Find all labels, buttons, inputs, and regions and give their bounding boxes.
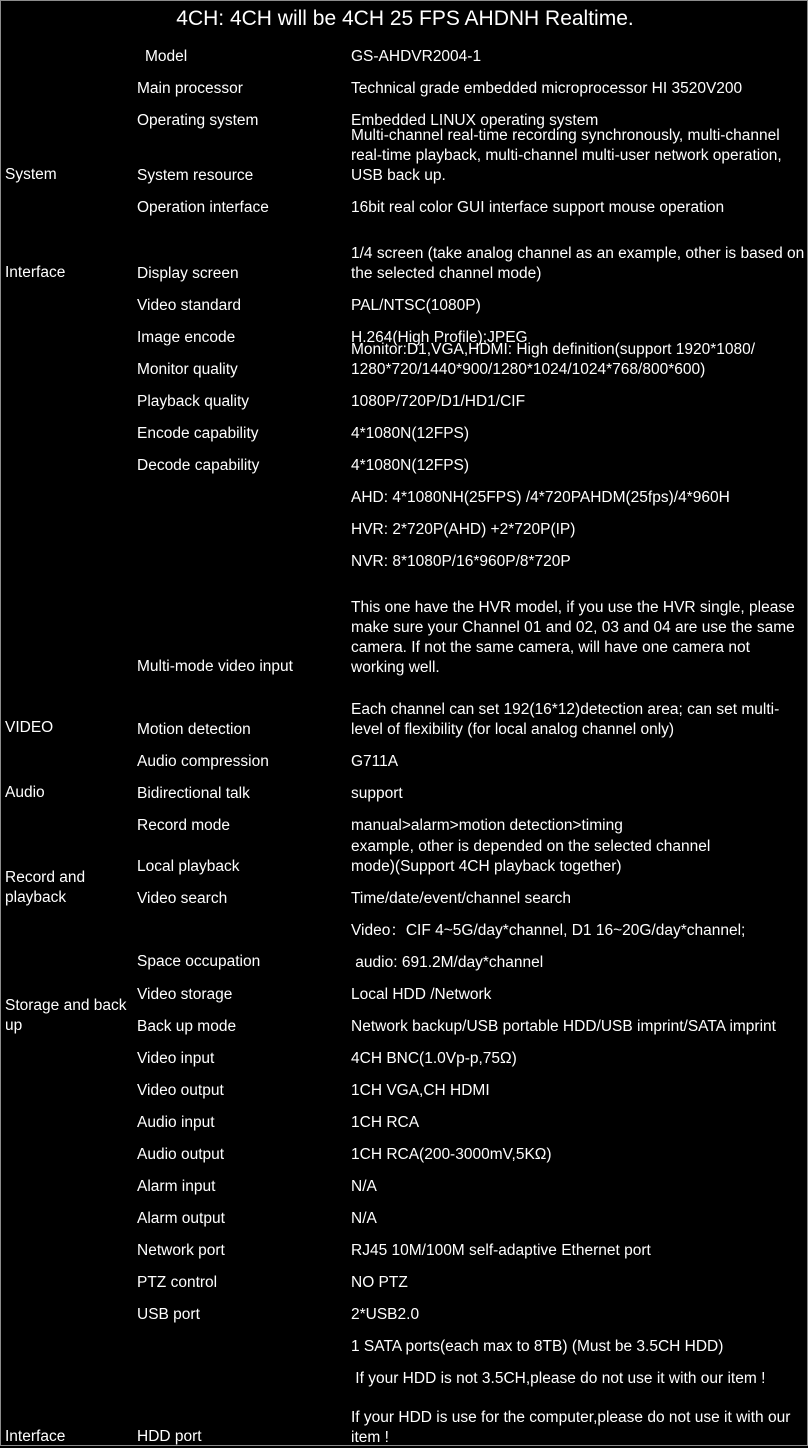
value-multi-mode-ahd: AHD: 4*1080NH(25FPS) /4*720PAHDM(25fps)/4*960H <box>351 489 730 506</box>
label-motion-detection: Motion detection <box>137 721 251 738</box>
label-operation-interface: Operation interface <box>137 199 269 216</box>
value-record-mode: manual>alarm>motion detection>timing <box>351 817 623 834</box>
value-alarm-output: N/A <box>351 1210 377 1227</box>
value-video-output: 1CH VGA,CH HDMI <box>351 1082 490 1099</box>
label-video-output: Video output <box>137 1082 224 1099</box>
value-hdd-port-line2: If your HDD is not 3.5CH,please do not use it with our item ! <box>351 1370 766 1387</box>
value-display-screen: 1/4 screen (take analog channel as an example, other is based on the selected channel mode) <box>351 245 805 282</box>
value-space-occupation-audio: audio: 691.2M/day*channel <box>351 954 544 971</box>
category-audio: Audio <box>5 784 45 801</box>
value-space-occupation-video: Video：CIF 4~5G/day*channel, D1 16~20G/day*channel; <box>351 922 746 939</box>
value-video-search: Time/date/event/channel search <box>351 890 571 907</box>
page-title: 4CH: 4CH will be 4CH 25 FPS AHDNH Realtime. <box>176 7 634 30</box>
value-decode-capability: 4*1080N(12FPS) <box>351 457 470 474</box>
label-ptz-control: PTZ control <box>137 1274 218 1291</box>
label-usb-port: USB port <box>137 1306 200 1323</box>
label-video-input: Video input <box>137 1050 215 1067</box>
label-alarm-input: Alarm input <box>137 1178 216 1195</box>
label-system-resource: System resource <box>137 167 254 184</box>
label-multi-mode-video-input: Multi-mode video input <box>137 658 293 675</box>
value-alarm-input: N/A <box>351 1178 377 1195</box>
label-video-storage: Video storage <box>137 986 233 1003</box>
value-multi-mode-hvr: HVR: 2*720P(AHD) +2*720P(IP) <box>351 521 576 538</box>
value-network-port: RJ45 10M/100M self-adaptive Ethernet port <box>351 1242 651 1259</box>
label-image-encode: Image encode <box>137 329 236 346</box>
value-hdd-port-line1: 1 SATA ports(each max to 8TB) (Must be 3.5CH HDD) <box>351 1338 724 1355</box>
label-decode-capability: Decode capability <box>137 457 260 474</box>
category-storage-backup: Storage and back up <box>5 997 127 1034</box>
label-local-playback: Local playback <box>137 858 240 875</box>
value-monitor-quality: Monitor:D1,VGA,HDMI: High definition(support 1920*1080/ 1280*720/1440*900/1280*1024/1024*768/800*600) <box>351 341 756 378</box>
value-multi-mode-note: This one have the HVR model, if you use the HVR single, please make sure your Channel 01 and 02, 03 and 04 are use the same camera. If not the same camera, will have one camera not working well. <box>351 599 795 676</box>
label-display-screen: Display screen <box>137 265 239 282</box>
category-system: System <box>5 166 57 183</box>
label-operating-system: Operating system <box>137 112 259 129</box>
label-encode-capability: Encode capability <box>137 425 259 442</box>
label-video-search: Video search <box>137 890 228 907</box>
value-local-playback: example, other is depended on the selected channel mode)(Support 4CH playback together) <box>351 838 711 875</box>
label-alarm-output: Alarm output <box>137 1210 225 1227</box>
label-model: Model <box>145 48 188 65</box>
value-operation-interface: 16bit real color GUI interface support mouse operation <box>351 199 725 216</box>
label-back-up-mode: Back up mode <box>137 1018 237 1035</box>
category-interface-bottom: Interface <box>5 1428 66 1445</box>
label-record-mode: Record mode <box>137 817 231 834</box>
label-space-occupation: Space occupation <box>137 953 261 970</box>
value-back-up-mode: Network backup/USB portable HDD/USB imprint/SATA imprint <box>351 1018 776 1035</box>
label-hdd-port: HDD port <box>137 1428 202 1445</box>
value-usb-port: 2*USB2.0 <box>351 1306 420 1323</box>
label-audio-output: Audio output <box>137 1146 225 1163</box>
label-monitor-quality: Monitor quality <box>137 361 238 378</box>
value-hdd-port-line3: If your HDD is use for the computer,please do not use it with our item ! <box>351 1409 791 1446</box>
label-video-standard: Video standard <box>137 297 241 314</box>
label-audio-compression: Audio compression <box>137 753 269 770</box>
label-bidirectional-talk: Bidirectional talk <box>137 785 250 802</box>
category-record-playback: Record and playback <box>5 869 86 906</box>
category-video: VIDEO <box>5 719 54 736</box>
value-multi-mode-nvr: NVR: 8*1080P/16*960P/8*720P <box>351 553 571 570</box>
value-audio-output: 1CH RCA(200-3000mV,5KΩ) <box>351 1146 552 1163</box>
value-video-input: 4CH BNC(1.0Vp-p,75Ω) <box>351 1050 517 1067</box>
value-video-storage: Local HDD /Network <box>351 986 492 1003</box>
value-operating-system: Embedded LINUX operating system <box>351 112 599 129</box>
value-ptz-control: NO PTZ <box>351 1274 408 1291</box>
value-motion-detection: Each channel can set 192(16*12)detection area; can set multi-level of flexibility (for local analog channel only) <box>351 701 780 738</box>
label-audio-input: Audio input <box>137 1114 215 1131</box>
value-encode-capability: 4*1080N(12FPS) <box>351 425 470 442</box>
label-main-processor: Main processor <box>137 80 243 97</box>
value-model: GS-AHDVR2004-1 <box>351 48 482 65</box>
value-audio-input: 1CH RCA <box>351 1114 420 1131</box>
label-playback-quality: Playback quality <box>137 393 250 410</box>
category-interface: Interface <box>5 264 66 281</box>
label-network-port: Network port <box>137 1242 225 1259</box>
value-main-processor: Technical grade embedded microprocessor HI 3520V200 <box>351 80 743 97</box>
value-playback-quality: 1080P/720P/D1/HD1/CIF <box>351 393 526 410</box>
value-system-resource: Multi-channel real-time recording synchronously, multi-channel real-time playback, multi-channel multi-user network operation, USB back up. <box>351 127 782 184</box>
value-audio-compression: G711A <box>351 753 399 770</box>
value-video-standard: PAL/NTSC(1080P) <box>351 297 481 314</box>
value-bidirectional-talk: support <box>351 785 403 802</box>
value-image-encode: H.264(High Profile);JPEG <box>351 329 528 346</box>
